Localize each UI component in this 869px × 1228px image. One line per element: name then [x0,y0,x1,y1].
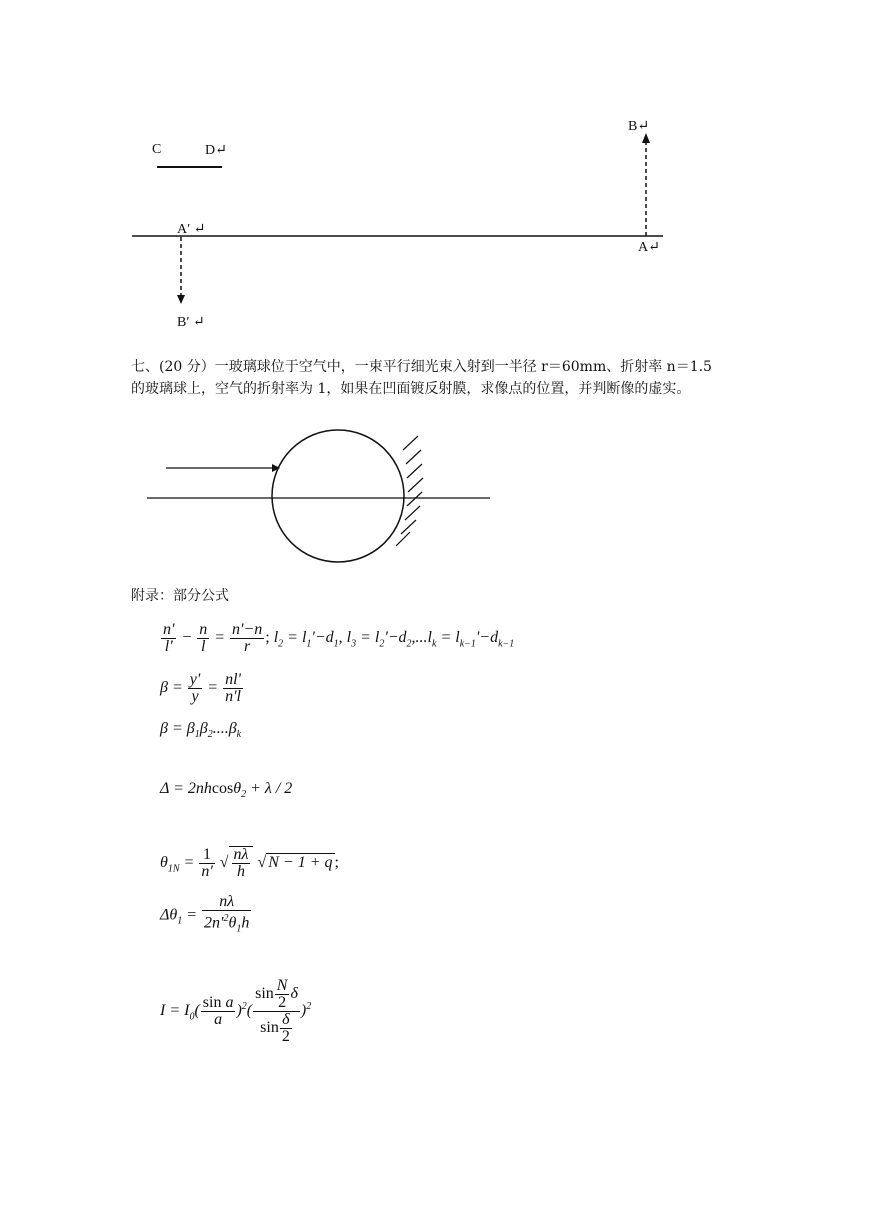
mirror-hatching [396,436,423,546]
formula-magnification: β = $\frac{y'}{y}$ = $\frac{nl'}{n'l}$ [160,671,241,705]
label-b: B↵ [628,119,650,134]
formula-path-difference: Δ = 2nhcosθ$_2$ + λ / 2 [160,780,293,801]
label-b-prime: B′ ↵ [177,315,205,330]
label-d: D↵ [205,143,227,158]
label-a: A↵ [638,240,660,255]
appendix-title: 附录：部分公式 [131,588,229,604]
formula-angular-width: $\Delta\theta_1$ = $\frac{n\lambda}{2n'^2\theta_1h}$ [160,893,250,935]
label-a-prime: A′ ↵ [177,222,206,237]
glass-sphere [272,430,404,562]
arrow-head-down [177,295,185,304]
formula-total-magnification: $\beta = \beta_1\beta_2....\beta_k$ [160,720,242,741]
problem-7-line-1: 七、(20 分）一玻璃球位于空气中，一束平行细光束入射到一半径 r＝60mm、折射率 n＝1.5 [131,359,712,375]
glass-sphere-diagram [0,420,869,580]
formula-refraction: $\frac{n'}{l'}$ − $\frac{n}{l}$ = $\frac{n'-n}{r}$ ; $l_2 = l_1'-d_1$, $l_3 = l_2'-d_2,...l_k = l_{k-1}'-d_{k-1}$ [163,621,515,655]
label-c: C [152,142,162,157]
problem-7-line-2: 的玻璃球上，空气的折射率为 1，如果在凹面镀反射膜，求像点的位置，并判断像的虚实。 [131,381,691,397]
object-image-diagram [0,0,869,340]
formula-grating-intensity: $I = I_0$( $\frac{\text{sin a}}{a}$ )$^2$( sin $\frac{N}{2}$ δ sin $\frac{\delta}{2}$ )$^2$ [160,977,312,1045]
formula-ring-angle: $\theta_{1N}$ = $\frac{1}{n'}$ √ $\frac{n\lambda}{h}$ √ N − 1 + q ; [160,846,339,880]
